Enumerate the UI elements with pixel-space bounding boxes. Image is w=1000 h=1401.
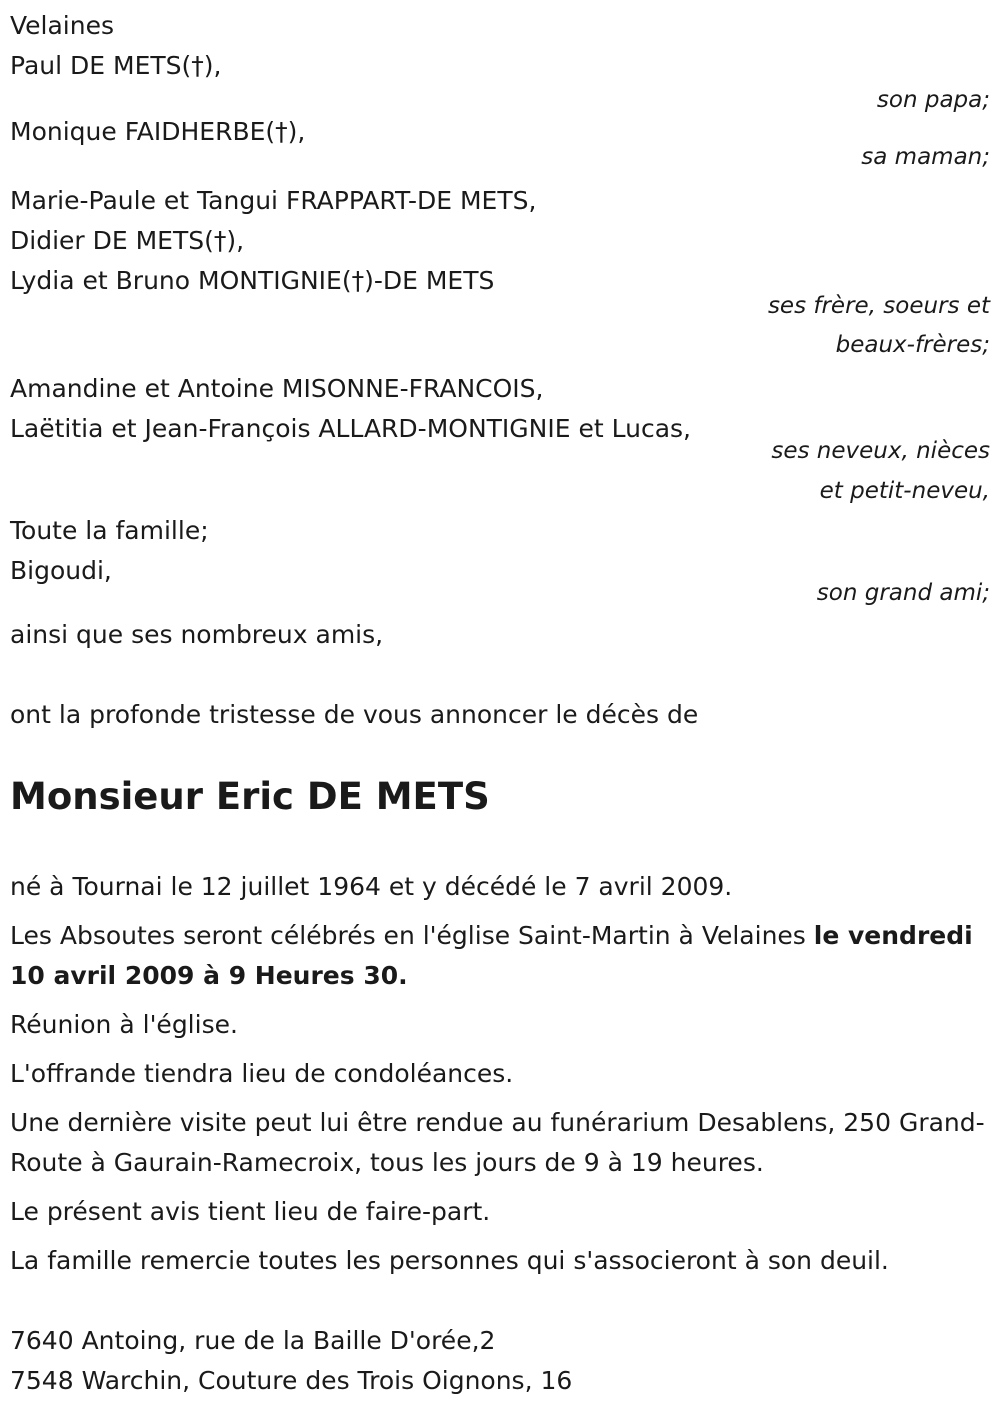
ceremony-text: Les Absoutes seront célébrés en l'église Saint-Martin à Velaines [10,921,814,950]
father-relation: son papa; [876,87,990,113]
ceremony-date: le vendredi 10 avril 2009 à 9 Heures 30. [10,921,973,990]
address: 7548 Warchin, Couture des Trois Oignons, 16 [10,1366,573,1395]
birth-death: né à Tournai le 12 juillet 1964 et y décédé le 7 avril 2009. [10,872,733,901]
sibling-name: Didier DE METS(†), [10,226,245,255]
offering: L'offrande tiendra lieu de condoléances. [10,1059,514,1088]
nephews-relation: ses neveux, nièces [771,438,990,464]
nephew-name: Laëtitia et Jean-François ALLARD-MONTIGNIE et Lucas, [10,414,691,443]
nephew-name: Amandine et Antoine MISONNE-FRANCOIS, [10,374,544,403]
place-name: Velaines [10,11,115,40]
thanks: La famille remercie toutes les personnes qui s'associeront à son deuil. [10,1246,889,1275]
address: 7640 Antoing, rue de la Baille D'orée,2 [10,1326,496,1355]
friend-relation: son grand ami; [816,580,990,606]
mother-relation: sa maman; [861,144,990,170]
father-name: Paul DE METS(†), [10,51,222,80]
mother-name: Monique FAIDHERBE(†), [10,117,306,146]
siblings-relation: beaux-frères; [835,332,990,358]
sibling-name: Marie-Paule et Tangui FRAPPART-DE METS, [10,186,537,215]
sibling-name: Lydia et Bruno MONTIGNIE(†)-DE METS [10,266,495,295]
friend-name: Bigoudi, [10,556,112,585]
ceremony [10,916,990,996]
announcement: ont la profonde tristesse de vous annoncer le décès de [10,700,699,729]
visit: Une dernière visite peut lui être rendue au funérarium Desablens, 250 Grand-Route à Gaurain-Ramecroix, tous les jours de 9 à 19 heures. [10,1108,985,1177]
meeting: Réunion à l'église. [10,1010,238,1039]
siblings-relation: ses frère, soeurs et [767,293,990,319]
whole-family: Toute la famille; [10,516,209,545]
nephews-relation: et petit-neveu, [819,478,990,504]
friends-line: ainsi que ses nombreux amis, [10,620,384,649]
notice: Le présent avis tient lieu de faire-part. [10,1197,491,1226]
deceased-name: Monsieur Eric DE METS [10,775,490,818]
